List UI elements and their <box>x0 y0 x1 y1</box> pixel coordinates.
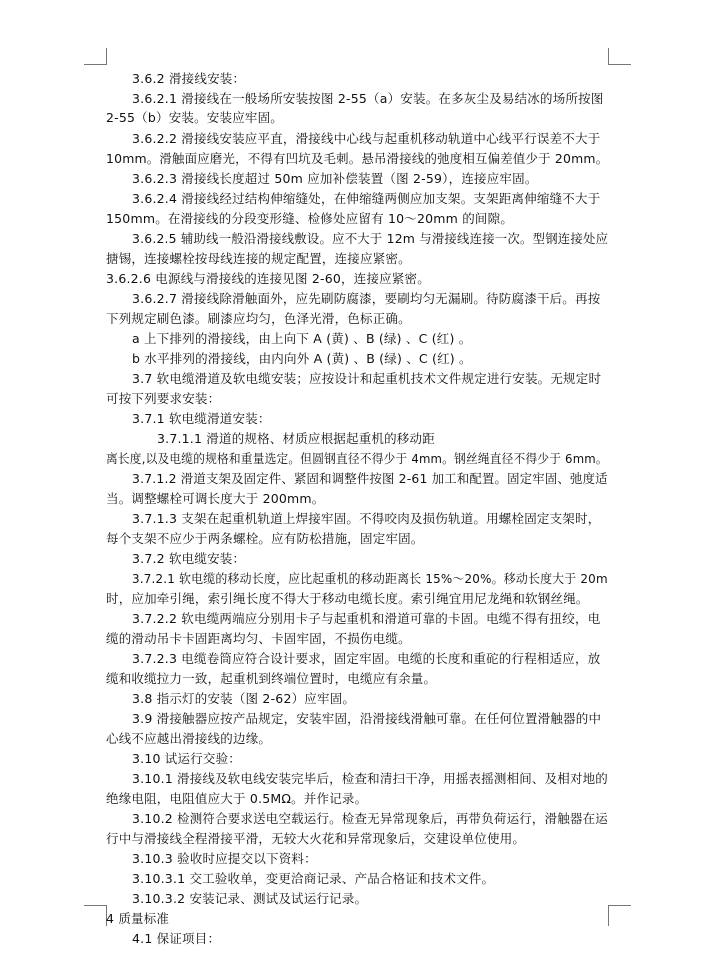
paragraph-line: 3.10.1 滑接线及软电线安装完毕后，检查和清扫干净，用摇表摇测相间、及相对地的 <box>132 771 608 786</box>
section-heading: 4.1 保证项目： <box>132 931 221 946</box>
paragraph-line: 当。调整螺栓可调长度大于 200mm。 <box>106 491 325 506</box>
crop-mark-bottom-left <box>84 905 107 926</box>
paragraph-line: 3.6.2.7 滑接线除滑触面外，应先刷防腐漆，要刷均匀无漏刷。待防腐漆干后。再按 <box>132 291 601 306</box>
paragraph-line: 行中与滑接线全程滑接平滑，无较大火花和异常现象后，交建设单位使用。 <box>106 831 526 846</box>
paragraph-line: 3.6.2.2 滑接线安装应平直，滑接线中心线与起重机移动轨道中心线平行误差不大于 <box>132 131 601 146</box>
paragraph-line: 3.6.2.6 电源线与滑接线的连接见图 2-60，连接应紧密。 <box>106 271 430 286</box>
paragraph-line: 3.6.2.4 滑接线经过结构伸缩缝处，在伸缩缝两侧应加支架。支架距离伸缩缝不大于 <box>132 191 601 206</box>
chapter-heading: 4 质量标准 <box>106 911 170 926</box>
paragraph-line: 下列规定刷色漆。刷漆应均匀，色泽光滑，色标正确。 <box>106 311 411 326</box>
paragraph-line: 心线不应越出滑接线的边缘。 <box>106 731 272 746</box>
paragraph-line: 2-55（b）安装。安装应牢固。 <box>106 110 284 125</box>
paragraph-line: 缆和收缆拉力一致，起重机到终端位置时，电缆应有余量。 <box>106 671 437 686</box>
paragraph-line: 3.7.1.1 滑道的规格、材质应根据起重机的移动距 <box>157 431 435 446</box>
list-item: 3.10.3.1 交工验收单，变更洽商记录、产品合格证和技术文件。 <box>132 871 495 886</box>
list-item: 3.10.3.2 安装记录、测试及试运行记录。 <box>132 891 368 906</box>
crop-mark-top-left <box>84 48 107 65</box>
list-item: b 水平排列的滑接线，由内向外 A (黄) 、B (绿) 、C (红) 。 <box>132 351 472 366</box>
paragraph-line: 可按下列要求安装： <box>106 391 221 406</box>
section-heading: 3.10.3 验收时应提交以下资料： <box>132 851 317 866</box>
paragraph-line: 3.7.2.1 软电缆的移动长度，应比起重机的移动距离长 15%～20%。移动长度大于 20m <box>132 571 608 586</box>
paragraph-line: 3.9 滑接触器应按产品规定，安装牢固，沿滑接线滑触可靠。在任何位置滑触器的中 <box>132 711 602 726</box>
paragraph-line: 3.6.2.1 滑接线在一般场所安装按图 2-55（a）安装。在多灰尘及易结冰的场所按图 <box>132 91 604 106</box>
paragraph-line: 10mm。滑触面应磨光，不得有凹坑及毛刺。悬吊滑接线的弛度相互偏差值少于 20mm。 <box>106 151 609 166</box>
paragraph-line: 离长度,以及电缆的规格和重量选定。但圆钢直径不得少于 4mm。钢丝绳直径不得少于 6mm。 <box>106 451 608 466</box>
crop-mark-bottom-right <box>608 905 631 926</box>
section-heading: 3.7.1 软电缆滑道安装： <box>132 411 271 426</box>
paragraph-line: 3.7.1.2 滑道支架及固定件、紧固和调整件按图 2-61 加工和配置。固定牢固、弛度适 <box>132 471 608 486</box>
paragraph-line: 150mm。在滑接线的分段变形缝、检修处应留有 10～20mm 的间隙。 <box>106 211 514 226</box>
paragraph-line: 3.6.2.5 辅助线一般沿滑接线敷设。应不大于 12m 与滑接线连接一次。型钢连接处应 <box>132 231 609 246</box>
crop-mark-top-right <box>608 48 631 65</box>
paragraph-line: 3.7.2.3 电缆卷筒应符合设计要求，固定牢固。电缆的长度和重砣的行程相适应，放 <box>132 651 601 666</box>
section-heading: 3.6.2 滑接线安装： <box>132 71 246 86</box>
paragraph-line: 3.6.2.3 滑接线长度超过 50m 应加补偿装置（图 2-59），连接应牢固。 <box>132 171 538 186</box>
section-heading: 3.10 试运行交验： <box>132 751 242 766</box>
paragraph-line: 搪锡，连接螺栓按母线连接的规定配置，连接应紧密。 <box>106 251 411 266</box>
paragraph-line: 每个支架不应少于两条螺栓。应有防松措施，固定牢固。 <box>106 531 424 546</box>
paragraph-line: 缆的滑动吊卡卡固距离均匀、卡固牢固，不损伤电缆。 <box>106 631 411 646</box>
section-heading: 3.7.2 软电缆安装： <box>132 551 246 566</box>
list-item: a 上下排列的滑接线，由上向下 A (黄) 、B (绿) 、C (红) 。 <box>132 331 472 346</box>
paragraph-line: 3.7.1.3 支架在起重机轨道上焊接牢固。不得咬肉及损伤轨道。用螺栓固定支架时， <box>132 511 601 526</box>
paragraph-line: 绝缘电阻，电阻值应大于 0.5MΩ。并作记录。 <box>106 791 368 806</box>
paragraph-line: 3.7 软电缆滑道及软电缆安装；应按设计和起重机技术文件规定进行安装。无规定时 <box>132 371 602 386</box>
paragraph-line: 3.8 指示灯的安装（图 2-62）应牢固。 <box>132 691 356 706</box>
paragraph-line: 时，应加牵引绳，索引绳长度不得大于移动电缆长度。索引绳宜用尼龙绳和软钢丝绳。 <box>106 591 589 606</box>
paragraph-line: 3.7.2.2 软电缆两端应分别用卡子与起重机和滑道可靠的卡固。电缆不得有扭绞，电 <box>132 611 601 626</box>
paragraph-line: 3.10.2 检测符合要求送电空载运行。检查无异常现象后，再带负荷运行，滑触器在运 <box>132 811 608 826</box>
